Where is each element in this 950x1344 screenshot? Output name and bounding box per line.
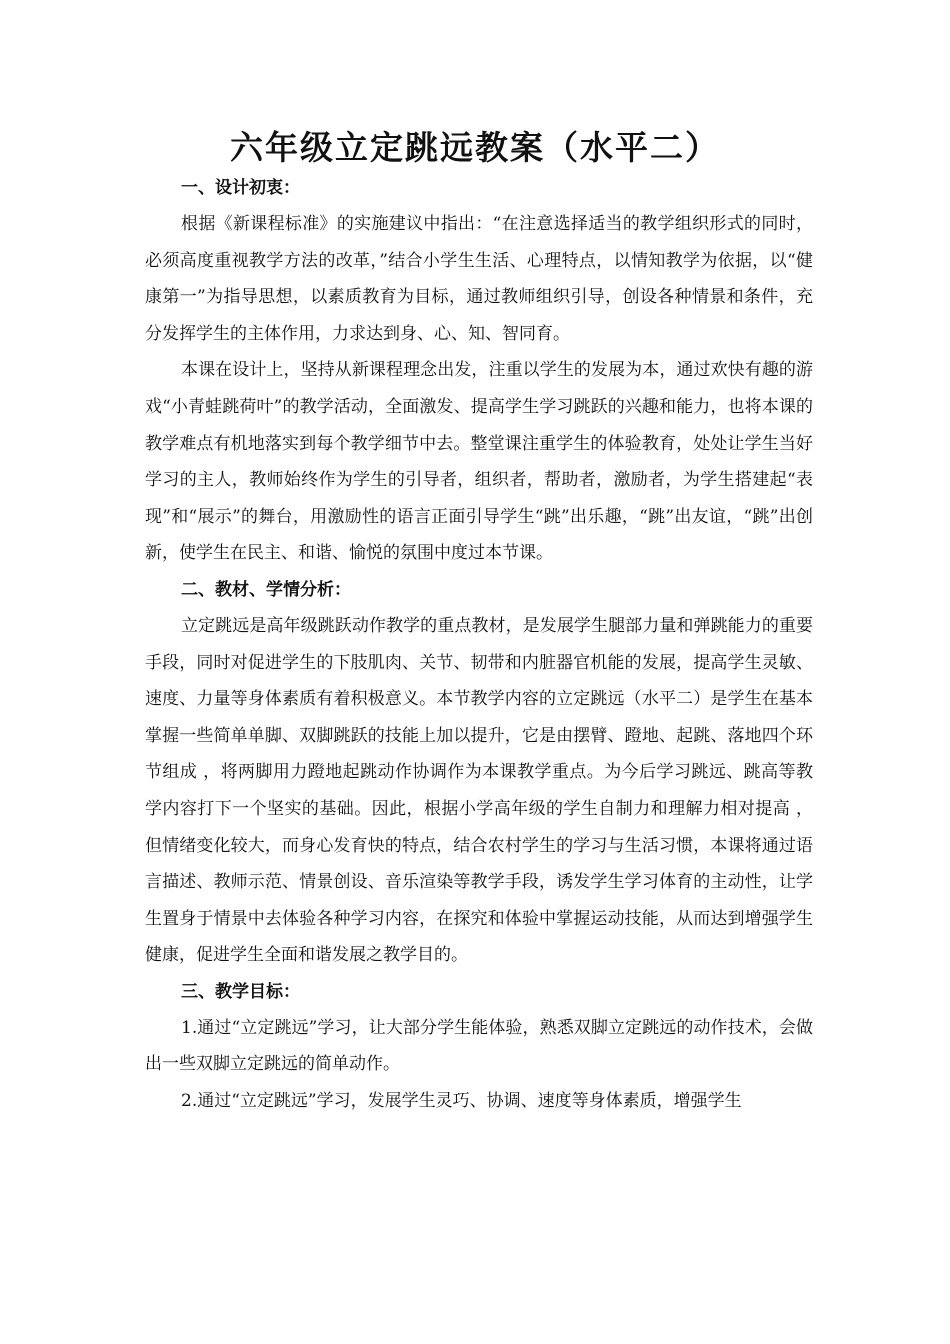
section-design-intent <box>145 170 813 572</box>
paragraph: 1.通过“立定跳远”学习，让大部分学生能体验，熟悉双脚立定跳远的动作技术，会做出一些双脚立定跳远的简单动作。 <box>145 1017 813 1075</box>
section-heading: 一、设计初衷： <box>181 178 300 198</box>
paragraph: 本课在设计上，坚持从新课程理念出发，注重以学生的发展为本，通过欢快有趣的游戏“小青蛙跳荷叶”的教学活动，全面激发、提高学生学习跳跃的兴趣和能力，也将本课的教学难点有机地落实到每个教学细节中去。整堂课注重学生的体验教育，处处让学生当好学习的主人，教师始终作为学生的引导者，组织者，帮助者，激励者，为学生搭建起“表现”和“展示”的舞台，用激励性的语言正面引导学生“跳”出乐趣，“跳”出友谊，“跳”出创新，使学生在民主、和谐、愉悦的氛围中度过本节课。 <box>145 360 813 564</box>
paragraph: 根据《新课程标准》的实施建议中指出：“在注意选择适当的教学组织形式的同时，必须高度重视教学方法的改革，”结合小学生生活、心理特点，以情知教学为依据，以“健康第一”为指导思想，以素质教育为目标，通过教师组织引导，创设各种情景和条件，充分发挥学生的主体作用，力求达到身、心、知、智同育。 <box>145 214 813 344</box>
paragraph: 2.通过“立定跳远”学习，发展学生灵巧、协调、速度等身体素质，增强学生 <box>181 1091 742 1112</box>
section-heading: 二、教材、学情分析： <box>181 579 351 600</box>
paragraph: 立定跳远是高年级跳跃动作教学的重点教材，是发展学生腿部力量和弹跳能力的重要手段，同时对促进学生的下肢肌肉、关节、韧带和内脏器官机能的发展，提高学生灵敏、速度、力量等身体素质有着积极意义。本节教学内容的立定跳远（水平二）是学生在基本掌握一些简单单脚、双脚跳跃的技能上加以提升，它是由摆臂、蹬地、起跳、落地四个环节组成 ，将两脚用力蹬地起跳动作协调作为本课教学重点。为今后学习跳远、跳高等教学内容打下一个坚实的基础。因此，根据小学高年级的学生自制力和理解力相对提高 ，但情绪变化较大，而身心发育快的特点，结合农村学生的学习与生活习惯，本课将通过语言描述、教师示范、情景创设、音乐渲染等教学手段，诱发学生学习体育的主动性，让学生置身于情景中去体验各种学习内容，在探究和体验中掌握运动技能，从而达到增强学生健康，促进学生全面和谐发展之教学目的。 <box>145 615 813 966</box>
section-material-analysis <box>145 572 813 974</box>
section-teaching-goals <box>145 974 813 1120</box>
section-heading: 三、教学目标： <box>181 981 300 1002</box>
document-title: 六年级立定跳远教案（水平二） <box>230 128 720 167</box>
document-body <box>145 170 813 1120</box>
